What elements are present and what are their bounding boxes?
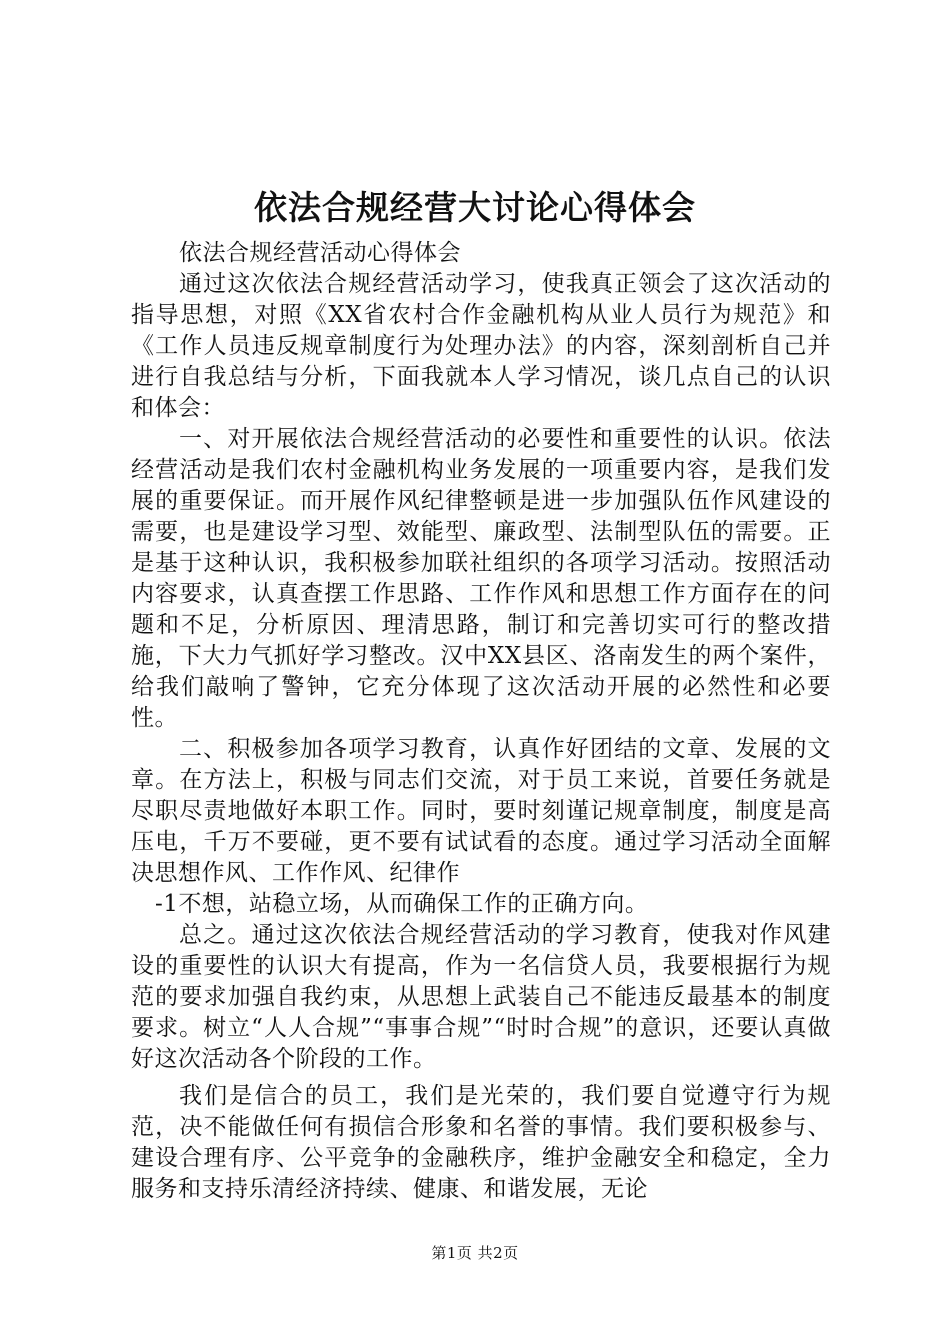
page-number-footer: 第1页 共2页 xyxy=(431,1244,519,1262)
subtitle-paragraph: 依法合规经营活动心得体会 xyxy=(179,240,461,266)
body-paragraph-intro: 通过这次依法合规经营活动学习，使我真正领会了这次活动的指导思想，对照《XX省农村合作金融机构从业人员行为规范》和《工作人员违反规章制度行为处理办法》的内容，深刻剖析自己并进行自我总结与分析，下面我就本人学习情况，谈几点自己的认识和体会： xyxy=(131,271,831,421)
document-body xyxy=(131,238,831,1205)
document-title: 依法合规经营大讨论心得体会 xyxy=(254,188,696,227)
body-paragraph-section-1: 一、对开展依法合规经营活动的必要性和重要性的认识。依法经营活动是我们农村金融机构业务发展的一项重要内容，是我们发展的重要保证。而开展作风纪律整顿是进一步加强队伍作风建设的需要，也是建设学习型、效能型、廉政型、法制型队伍的需要。正是基于这种认识，我积极参加联社组织的各项学习活动。按照活动内容要求，认真查摆工作思路、工作作风和思想工作方面存在的问题和不足，分析原因、理清思路，制订和完善切实可行的整改措施，下大力气抓好学习整改。汉中XX县区、洛南发生的两个案件，给我们敲响了警钟，它充分体现了这次活动开展的必然性和必要性。 xyxy=(131,426,831,731)
body-paragraph-continuation: -1不想，站稳立场，从而确保工作的正确方向。 xyxy=(155,891,649,917)
body-paragraph-summary: 总之。通过这次依法合规经营活动的学习教育，使我对作风建设的重要性的认识大有提高，作为一名信贷人员，我要根据行为规范的要求加强自我约束，从思想上武装自己不能违反最基本的制度要求。树立“人人合规”“事事合规”“时时合规”的意识，还要认真做好这次活动各个阶段的工作。 xyxy=(131,922,831,1072)
body-paragraph-closing: 我们是信合的员工，我们是光荣的，我们要自觉遵守行为规范，决不能做任何有损信合形象和名誉的事情。我们要积极参与、建设合理有序、公平竞争的金融秩序，维护金融安全和稳定，全力服务和支持乐清经济持续、健康、和谐发展，无论 xyxy=(131,1083,831,1202)
body-paragraph-section-2: 二、积极参加各项学习教育，认真作好团结的文章、发展的文章。在方法上，积极与同志们交流，对于员工来说，首要任务就是尽职尽责地做好本职工作。同时，要时刻谨记规章制度，制度是高压电，千万不要碰，更不要有试试看的态度。通过学习活动全面解决思想作风、工作作风、纪律作 xyxy=(131,736,831,886)
